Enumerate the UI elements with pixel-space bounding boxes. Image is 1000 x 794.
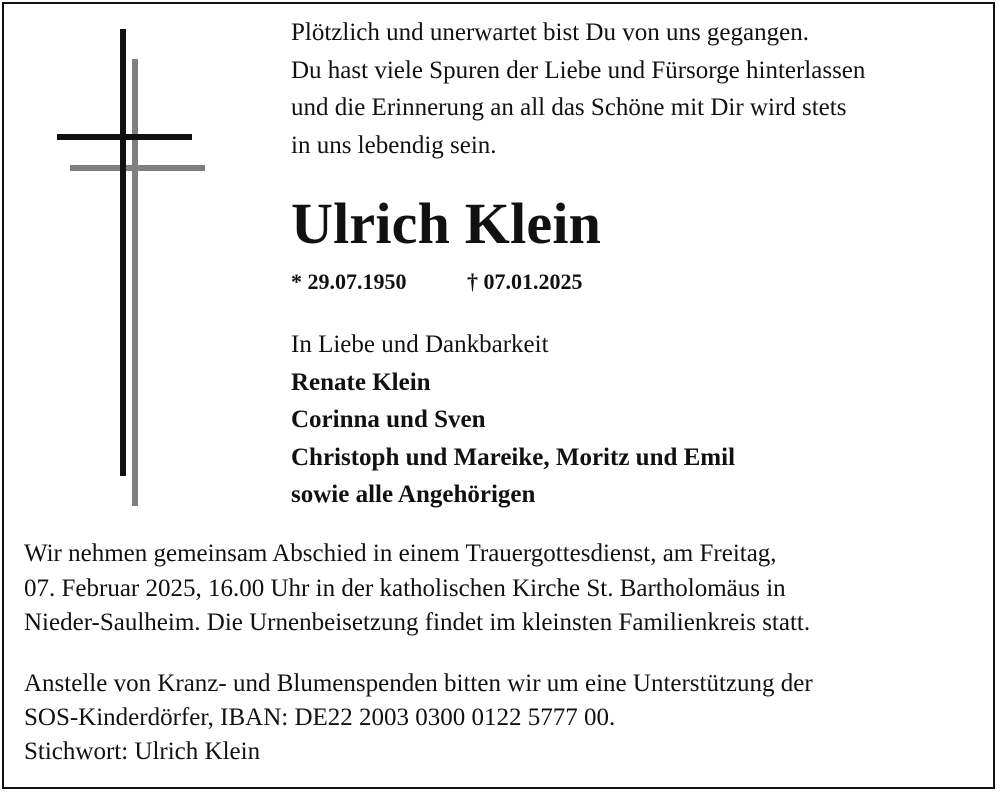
mourner-name: Christoph und Mareike, Moritz und Emil — [291, 443, 736, 471]
mourners-block — [291, 326, 735, 514]
mourner-name: Renate Klein — [291, 368, 431, 396]
mourners-intro: In Liebe und Dankbarkeit — [291, 331, 549, 358]
donation-line: Anstelle von Kranz- und Blumenspenden bitten wir um eine Unterstützung der — [24, 670, 813, 697]
donation-line: Stichwort: Ulrich Klein — [24, 738, 261, 765]
intro-line: in uns lebendig sein. — [291, 131, 497, 159]
life-dates — [291, 266, 583, 298]
donation-info — [24, 667, 813, 769]
intro-verse — [291, 14, 865, 164]
intro-line: Plötzlich und unerwartet bist Du von uns gegangen. — [291, 19, 809, 46]
deceased-name: Ulrich Klein — [291, 191, 602, 256]
mourner-name: sowie alle Angehörigen — [291, 481, 536, 508]
intro-line: und die Erinnerung an all das Schöne mit Dir wird stets — [291, 94, 847, 121]
intro-line: Du hast viele Spuren der Liebe und Fürsorge hinterlassen — [291, 56, 866, 84]
mourner-name: Corinna und Sven — [291, 406, 486, 433]
death-date: † 07.01.2025 — [467, 269, 583, 294]
birth-date: * 29.07.1950 — [291, 269, 407, 294]
service-line: Nieder-Saulheim. Die Urnenbeisetzung findet im kleinsten Familienkreis statt. — [24, 609, 811, 636]
donation-line: SOS-Kinderdörfer, IBAN: DE22 2003 0300 0122 5777 00. — [24, 704, 616, 731]
service-info — [24, 537, 810, 641]
service-line: 07. Februar 2025, 16.00 Uhr in der katholischen Kirche St. Bartholomäus in — [24, 574, 786, 602]
service-line: Wir nehmen gemeinsam Abschied in einem Trauergottesdienst, am Freitag, — [24, 540, 777, 567]
